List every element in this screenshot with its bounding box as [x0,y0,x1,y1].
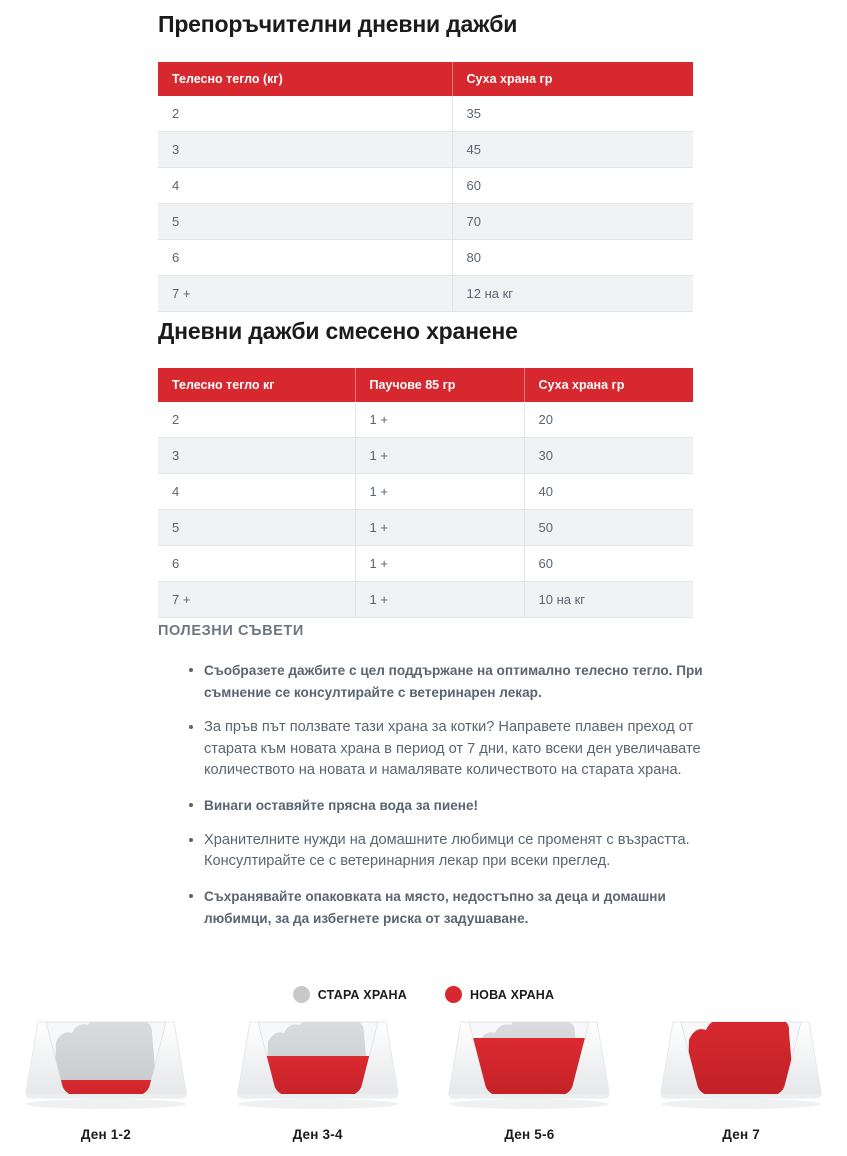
food-bowl-icon [651,1008,831,1111]
food-transition-legend [0,986,847,1003]
table-header-row [158,62,693,96]
column-header: Суха храна гр [452,62,693,96]
table-cell: 12 на кг [452,276,693,312]
legend-label: НОВА ХРАНА [469,987,555,1002]
table-row [158,510,693,546]
mixed-feeding-table-body [158,402,693,618]
table-cell: 7 + [158,582,355,618]
table-cell: 1 + [355,438,524,474]
table-row [158,438,693,474]
table-row [158,168,693,204]
dry-feeding-table [158,62,693,312]
table-header-row [158,368,693,402]
table-cell: 1 + [355,510,524,546]
food-bowl-icon [439,1008,619,1111]
mixed-feeding-title: Дневни дажби смесено хранене [158,318,518,344]
table-cell: 80 [452,240,693,276]
transition-step [212,1008,424,1142]
transition-step [424,1008,636,1142]
transition-step-label: Ден 5-6 [504,1127,555,1142]
list-item: Съхранявайте опаковката на място, недостъпно за деца и домашни любимци, за да избегнете риска от задушаване. [204,886,716,930]
table-cell: 60 [524,546,693,582]
table-cell: 1 + [355,474,524,510]
column-header: Телесно тегло кг [158,368,355,402]
table-row [158,546,693,582]
table-row [158,204,693,240]
table-cell: 40 [524,474,693,510]
table-cell: 45 [452,132,693,168]
column-header: Суха храна гр [524,368,693,402]
legend-item-old-food [293,986,407,1003]
table-cell: 1 + [355,402,524,438]
tips-list [182,660,716,943]
table-cell: 35 [452,96,693,132]
transition-step-label: Ден 7 [722,1127,760,1142]
table-cell: 3 [158,132,452,168]
table-cell: 4 [158,168,452,204]
table-cell: 5 [158,204,452,240]
column-header: Телесно тегло (кг) [158,62,452,96]
food-bowl-icon [16,1008,196,1111]
legend-label: СТАРА ХРАНА [317,987,407,1002]
table-cell: 6 [158,240,452,276]
mixed-feeding-table [158,368,693,618]
old-food-dot-icon [293,986,310,1003]
table-cell: 2 [158,96,452,132]
dry-feeding-table-body [158,96,693,312]
table-cell: 20 [524,402,693,438]
legend-item-new-food [445,986,554,1003]
table-cell: 6 [158,546,355,582]
dry-feeding-title: Препоръчителни дневни дажби [158,11,518,37]
table-cell: 70 [452,204,693,240]
table-row [158,96,693,132]
table-row [158,276,693,312]
table-cell: 4 [158,474,355,510]
table-cell: 7 + [158,276,452,312]
food-bowl-icon [228,1008,408,1111]
tips-heading: ПОЛЕЗНИ СЪВЕТИ [158,623,304,639]
table-row [158,474,693,510]
table-row [158,582,693,618]
table-cell: 1 + [355,546,524,582]
list-item: За пръв път ползвате тази храна за котки? Направете плавен преход от старата към новата храна в период от 7 дни, като всеки ден увеличавате количеството на новата и намалявате количеството на старата храна. [204,717,716,782]
list-item: Хранителните нужди на домашните любимци се променят с възрастта. Консултирайте се с ветеринарния лекар при всеки преглед. [204,830,716,873]
table-cell: 30 [524,438,693,474]
table-cell: 10 на кг [524,582,693,618]
new-food-dot-icon [445,986,462,1003]
transition-step [635,1008,847,1142]
table-cell: 5 [158,510,355,546]
table-cell: 2 [158,402,355,438]
table-row [158,132,693,168]
table-cell: 50 [524,510,693,546]
table-row [158,240,693,276]
table-row [158,402,693,438]
table-cell: 3 [158,438,355,474]
transition-step-label: Ден 1-2 [80,1127,131,1142]
column-header: Паучове 85 гр [355,368,524,402]
list-item: Винаги оставяйте прясна вода за пиене! [204,795,716,817]
transition-steps [0,1008,847,1142]
transition-step-label: Ден 3-4 [292,1127,343,1142]
list-item: Съобразете дажбите с цел поддържане на оптимално телесно тегло. При съмнение се консултирайте с ветеринарен лекар. [204,660,716,704]
table-cell: 60 [452,168,693,204]
transition-step [0,1008,212,1142]
table-cell: 1 + [355,582,524,618]
